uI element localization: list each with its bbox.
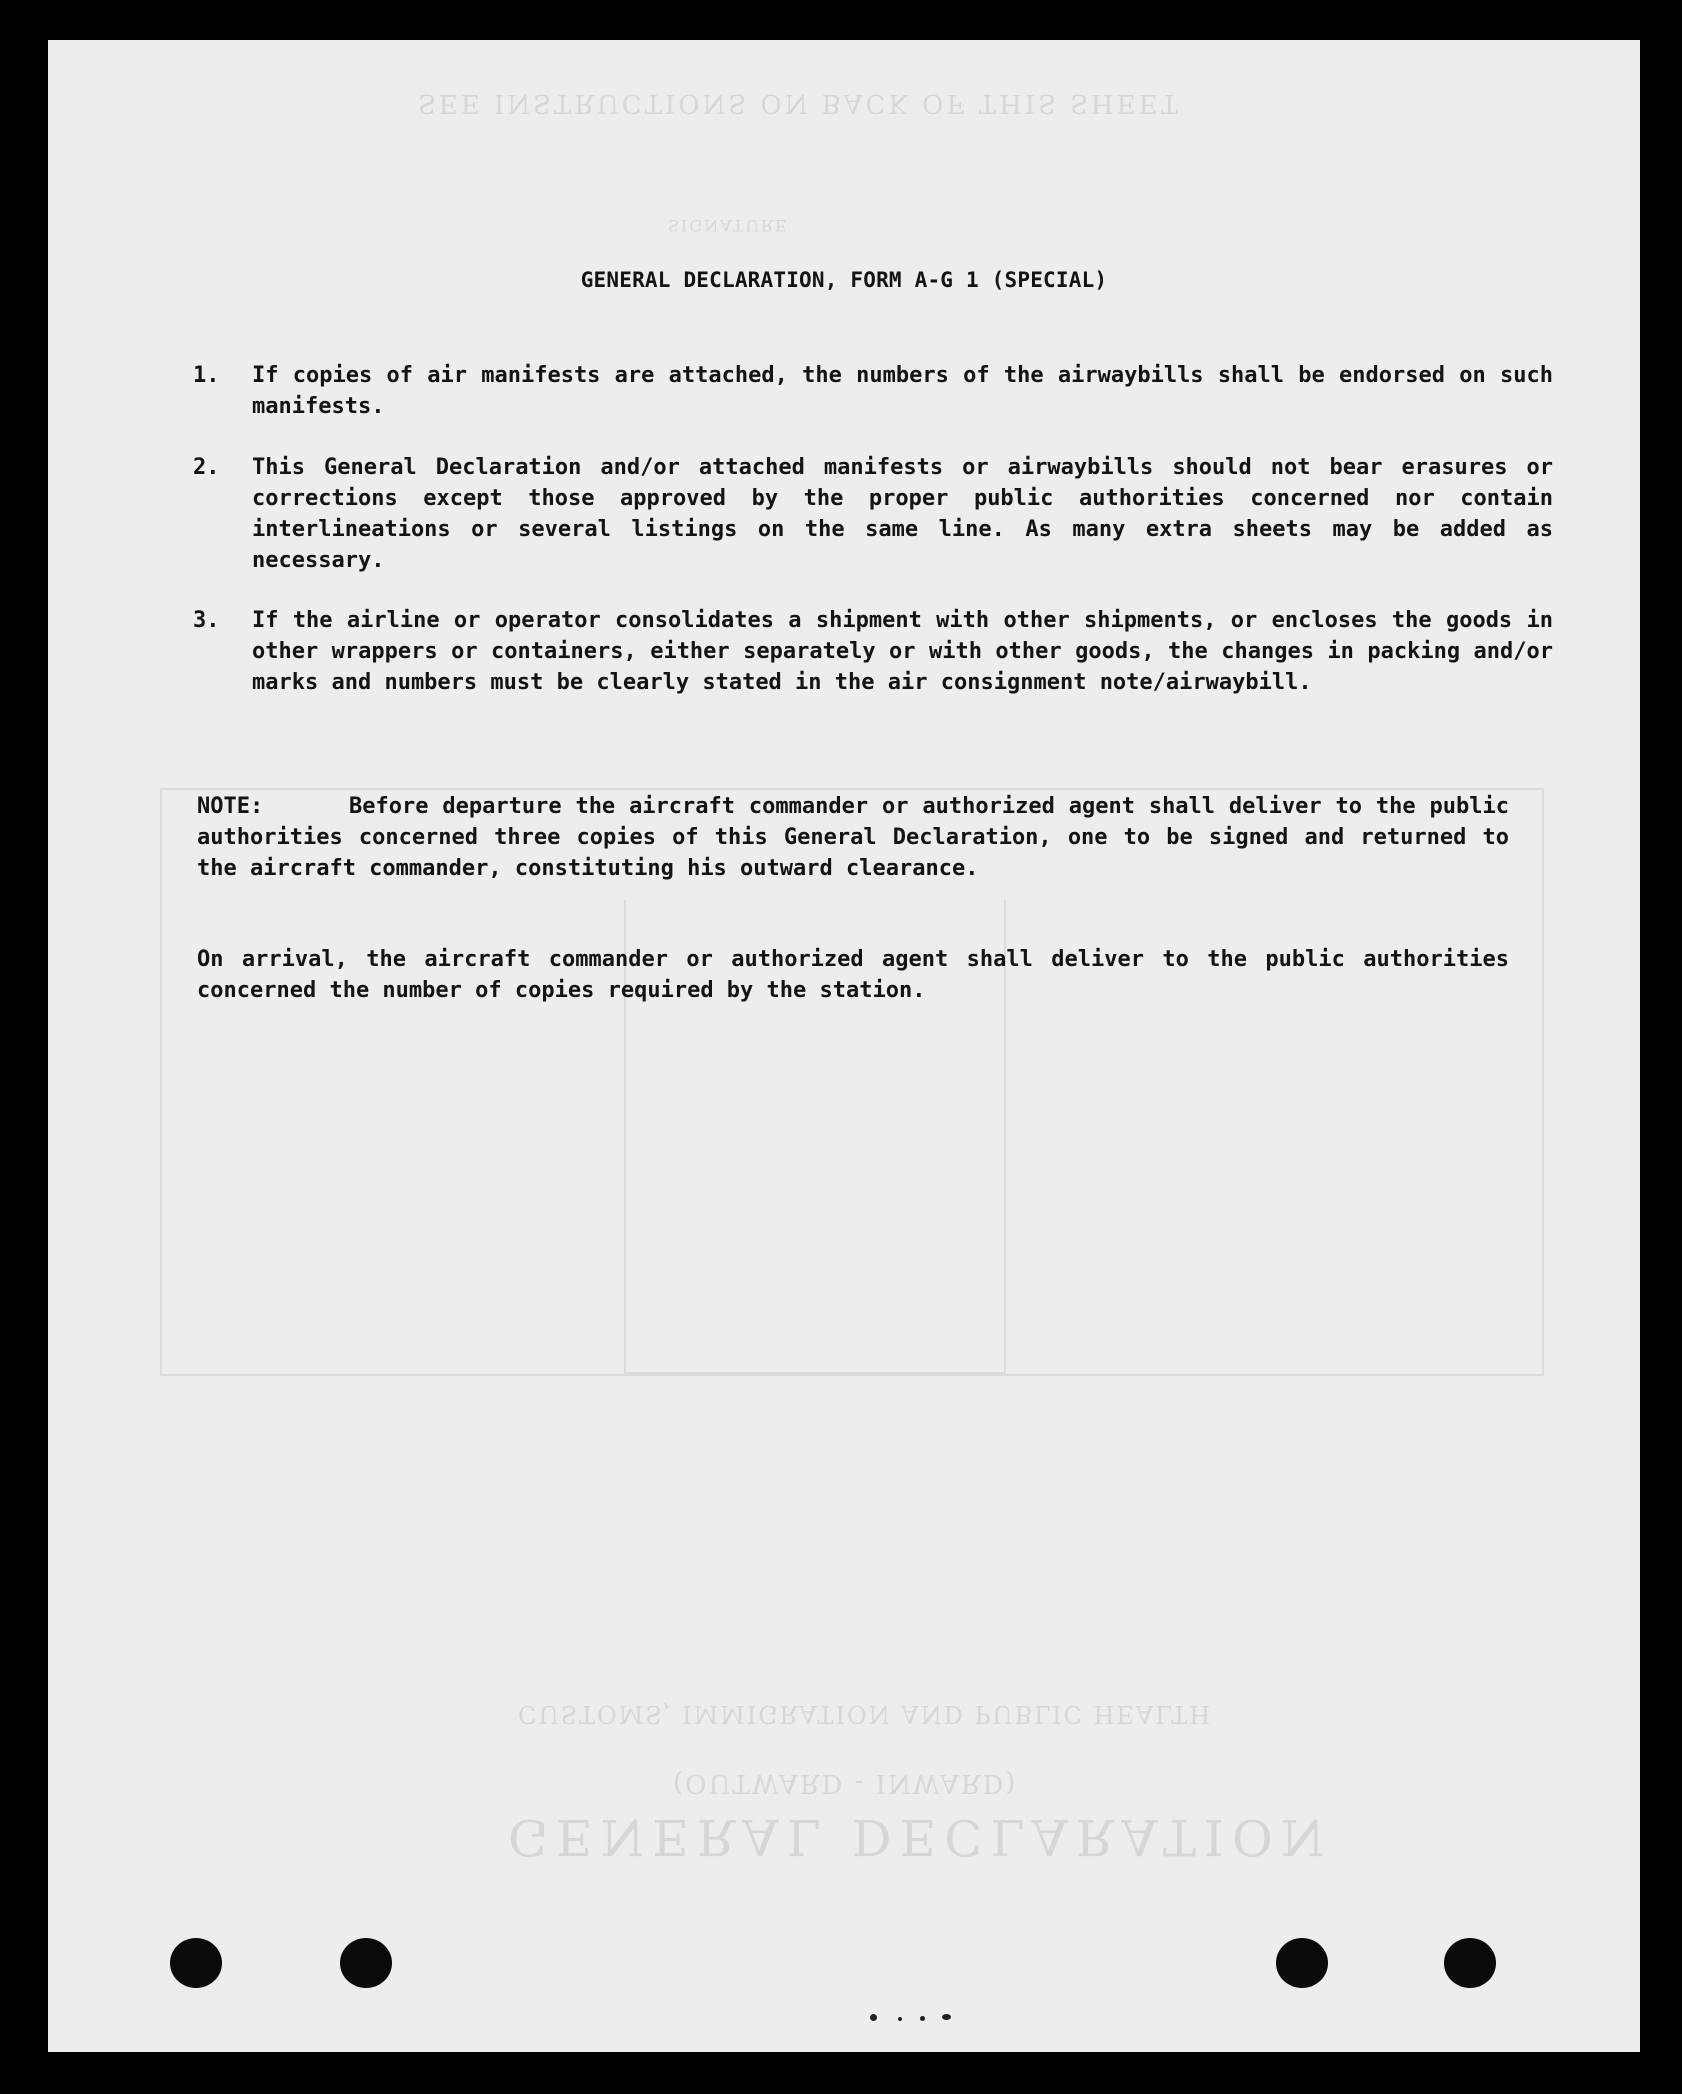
instruction-item-1: [193, 360, 1553, 422]
speck: [898, 2017, 902, 2021]
item-number: 2.: [193, 455, 220, 480]
bleed-big-title: GENERAL DECLARATION: [508, 1808, 1333, 1866]
arrival-paragraph: On arrival, the aircraft commander or authorized agent shall deliver to the public authorities concerned the number of copies required by the station.: [197, 947, 1509, 1003]
bleed-outward-inward: (OUTWARD - INWARD): [673, 1768, 1018, 1798]
note-paragraph: [197, 791, 1509, 884]
item-number: 1.: [193, 363, 220, 388]
punch-hole-left-2: [340, 1938, 392, 1988]
speck: [920, 2016, 925, 2021]
note-text: Before departure the aircraft commander or authorized agent shall deliver to the public authorities concerned three copies of this General Declaration, one to be signed and returned to the aircraft commander, constituting his outward clearance.: [197, 794, 1509, 881]
punch-hole-right-2: [1444, 1938, 1496, 1988]
speck: [942, 2014, 951, 2020]
item-number: 3.: [193, 608, 220, 633]
document-page: [48, 40, 1640, 2052]
item-text: If the airline or operator consolidates a shipment with other shipments, or encloses the goods in other wrappers or containers, either separately or with other goods, the changes in packing and/or marks and numbers must be clearly stated in the air consignment note/airwaybill.: [252, 608, 1553, 695]
bleed-center-heading: CUSTOMS, IMMIGRATION AND PUBLIC HEALTH: [518, 1700, 1213, 1728]
instruction-item-3: [193, 605, 1553, 698]
punch-hole-left-1: [170, 1938, 222, 1988]
item-text: If copies of air manifests are attached, the numbers of the airwaybills shall be endorsed on such manifests.: [252, 363, 1553, 419]
speck: [870, 2014, 877, 2021]
punch-hole-right-1: [1276, 1938, 1328, 1988]
instruction-item-2: [193, 452, 1553, 576]
bleed-signature-label: SIGNATURE: [668, 216, 789, 235]
bleed-top-heading: SEE INSTRUCTIONS ON BACK OF THIS SHEET: [418, 88, 1181, 118]
note-label: NOTE:: [197, 794, 264, 819]
item-text: This General Declaration and/or attached manifests or airwaybills should not bear erasures or corrections except those approved by the proper public authorities concerned nor contain interlineations or several listings on the same line. As many extra sheets may be added as necessary.: [252, 455, 1553, 573]
document-title: GENERAL DECLARATION, FORM A-G 1 (SPECIAL): [580, 268, 1108, 292]
